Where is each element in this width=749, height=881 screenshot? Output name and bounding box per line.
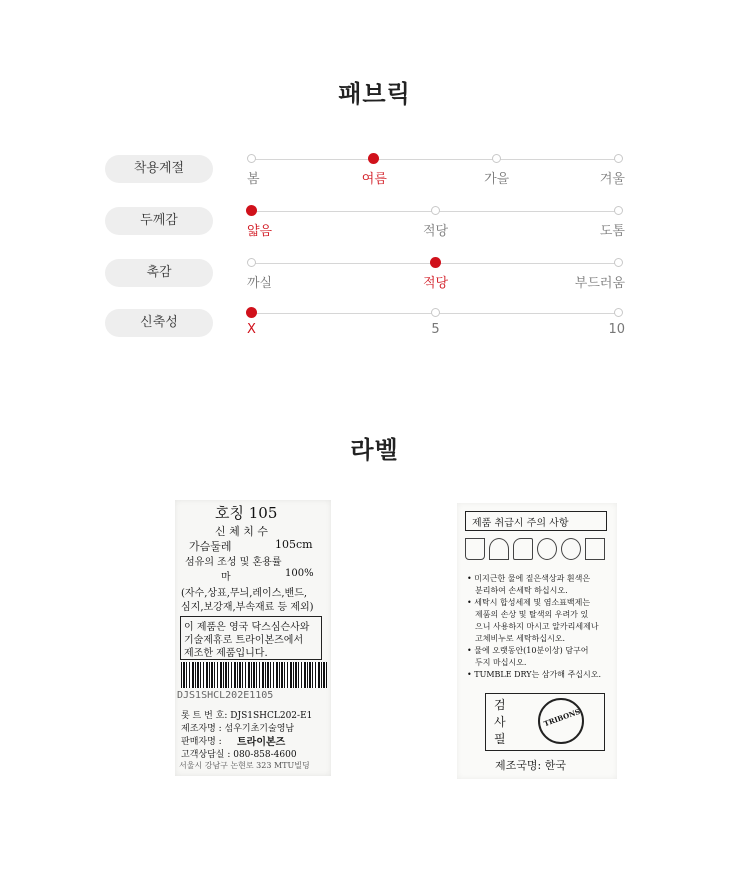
fabric-row <box>0 256 749 296</box>
care-line-3: • 세탁시 합성세제 및 염소표백제는 <box>467 598 591 607</box>
scale-option: 부드러움 <box>574 276 625 291</box>
seller-label: 판매자명 : <box>181 737 222 747</box>
chest-label: 가슴둘레 <box>189 540 232 553</box>
scale-option: 도톰 <box>599 224 625 239</box>
care-line-9: • TUMBLE DRY는 삼가해 주십시오. <box>467 670 602 679</box>
notice-line-3: 제조한 제품입니다. <box>184 648 268 659</box>
scale-point <box>614 154 623 163</box>
inspect-char-2: 사 <box>494 715 506 729</box>
fabric-row <box>0 306 749 346</box>
brand-seal <box>538 698 584 744</box>
scale-option: 겨울 <box>599 172 625 187</box>
scale-point <box>614 258 623 267</box>
scale-point <box>614 206 623 215</box>
cs-phone: 고객상담실 : 080-858-4600 <box>181 750 297 760</box>
inspect-char-1: 검 <box>494 698 506 712</box>
label-title: 라벨 <box>350 436 399 464</box>
size-text: 호칭 105 <box>215 504 278 522</box>
scale-track <box>252 159 619 160</box>
chest-value: 105cm <box>275 538 313 551</box>
notice-box <box>180 616 322 660</box>
scale-option: 5 <box>431 322 440 337</box>
care-title: 제품 취급시 주의 사항 <box>472 518 569 529</box>
care-line-2: 분리하여 손세탁 하십시오. <box>475 586 568 595</box>
exclusion-line-1: (자수,상표,무늬,레이스,밴드, <box>181 588 308 599</box>
scale-point-selected <box>246 307 257 318</box>
scale-option-selected: 얇음 <box>247 224 273 239</box>
inspection-stamp <box>485 693 605 751</box>
attribute-label: 두께감 <box>105 207 213 235</box>
care-symbols <box>465 538 611 568</box>
scale-option: 적당 <box>422 224 449 239</box>
care-line-1: • 미지근한 물에 짙은색상과 흰색은 <box>467 574 591 583</box>
iron-icon <box>513 538 533 560</box>
body-size-title: 신 체 치 수 <box>215 525 268 538</box>
notice-line-2: 기술제휴로 트라이본즈에서 <box>184 635 304 646</box>
attribute-label: 촉감 <box>105 259 213 287</box>
origin-country: 제조국명: 한국 <box>495 759 566 772</box>
attribute-label: 신축성 <box>105 309 213 337</box>
care-line-5: 으니 사용하지 마시고 알카리세제나 <box>475 622 599 631</box>
care-label-tag <box>457 503 617 779</box>
no-tumble-dry-icon <box>585 538 605 560</box>
attribute-label: 착용계절 <box>105 155 213 183</box>
barcode <box>181 662 327 688</box>
scale-point <box>492 154 501 163</box>
care-line-8: 두지 마십시오. <box>475 658 527 667</box>
material-text: 마 <box>221 572 231 583</box>
lot-number: 롯 트 번 호: DJS1SHCL202-E1 <box>181 711 313 721</box>
maker-name: 제조자명 : 섬우기초기술영남 <box>181 724 295 734</box>
scale-option-selected: 적당 <box>422 276 449 291</box>
material-percent: 100% <box>285 568 314 579</box>
wash-30-icon <box>465 538 485 560</box>
scale-point-selected <box>246 205 257 216</box>
scale-option: 까실 <box>247 276 273 291</box>
scale-point <box>247 154 256 163</box>
care-line-6: 고체비누로 세탁하십시오. <box>475 634 566 643</box>
inspect-char-3: 필 <box>494 732 506 746</box>
notice-line-1: 이 제품은 영국 닥스심슨사와 <box>184 622 310 633</box>
scale-option-selected: X <box>247 322 256 337</box>
scale-point <box>431 308 440 317</box>
scale-option: 가을 <box>484 172 510 187</box>
scale-point-selected <box>430 257 441 268</box>
dry-clean-icon <box>537 538 557 560</box>
care-line-7: • 물에 오랫동안(10분이상) 담구어 <box>467 646 589 655</box>
scale-point <box>431 206 440 215</box>
composition-title: 섬유의 조성 및 혼용률 <box>185 557 282 568</box>
fabric-row <box>0 204 749 244</box>
care-title-box <box>465 511 607 531</box>
barcode-text: DJS1SHCL202E1105 <box>177 690 274 701</box>
seller-name: 트라이본즈 <box>237 737 286 748</box>
dry-clean-petroleum-icon <box>561 538 581 560</box>
size-label-tag <box>175 500 331 776</box>
care-line-4: 제품의 손상 및 탈색의 우려가 있 <box>475 610 589 619</box>
scale-option: 10 <box>608 322 625 337</box>
no-bleach-icon <box>489 538 509 560</box>
scale-option-selected: 여름 <box>361 172 387 187</box>
address: 서울시 강남구 논현로 323 MTU빌딩 <box>179 761 310 770</box>
scale-point <box>614 308 623 317</box>
scale-point <box>247 258 256 267</box>
scale-option: 봄 <box>247 172 260 187</box>
exclusion-line-2: 심지,보강재,부속재료 등 제외) <box>181 602 314 613</box>
fabric-title: 패브릭 <box>338 80 411 108</box>
scale-point-selected <box>368 153 379 164</box>
fabric-row <box>0 152 749 192</box>
seal-text: TRIBONS <box>542 706 582 729</box>
